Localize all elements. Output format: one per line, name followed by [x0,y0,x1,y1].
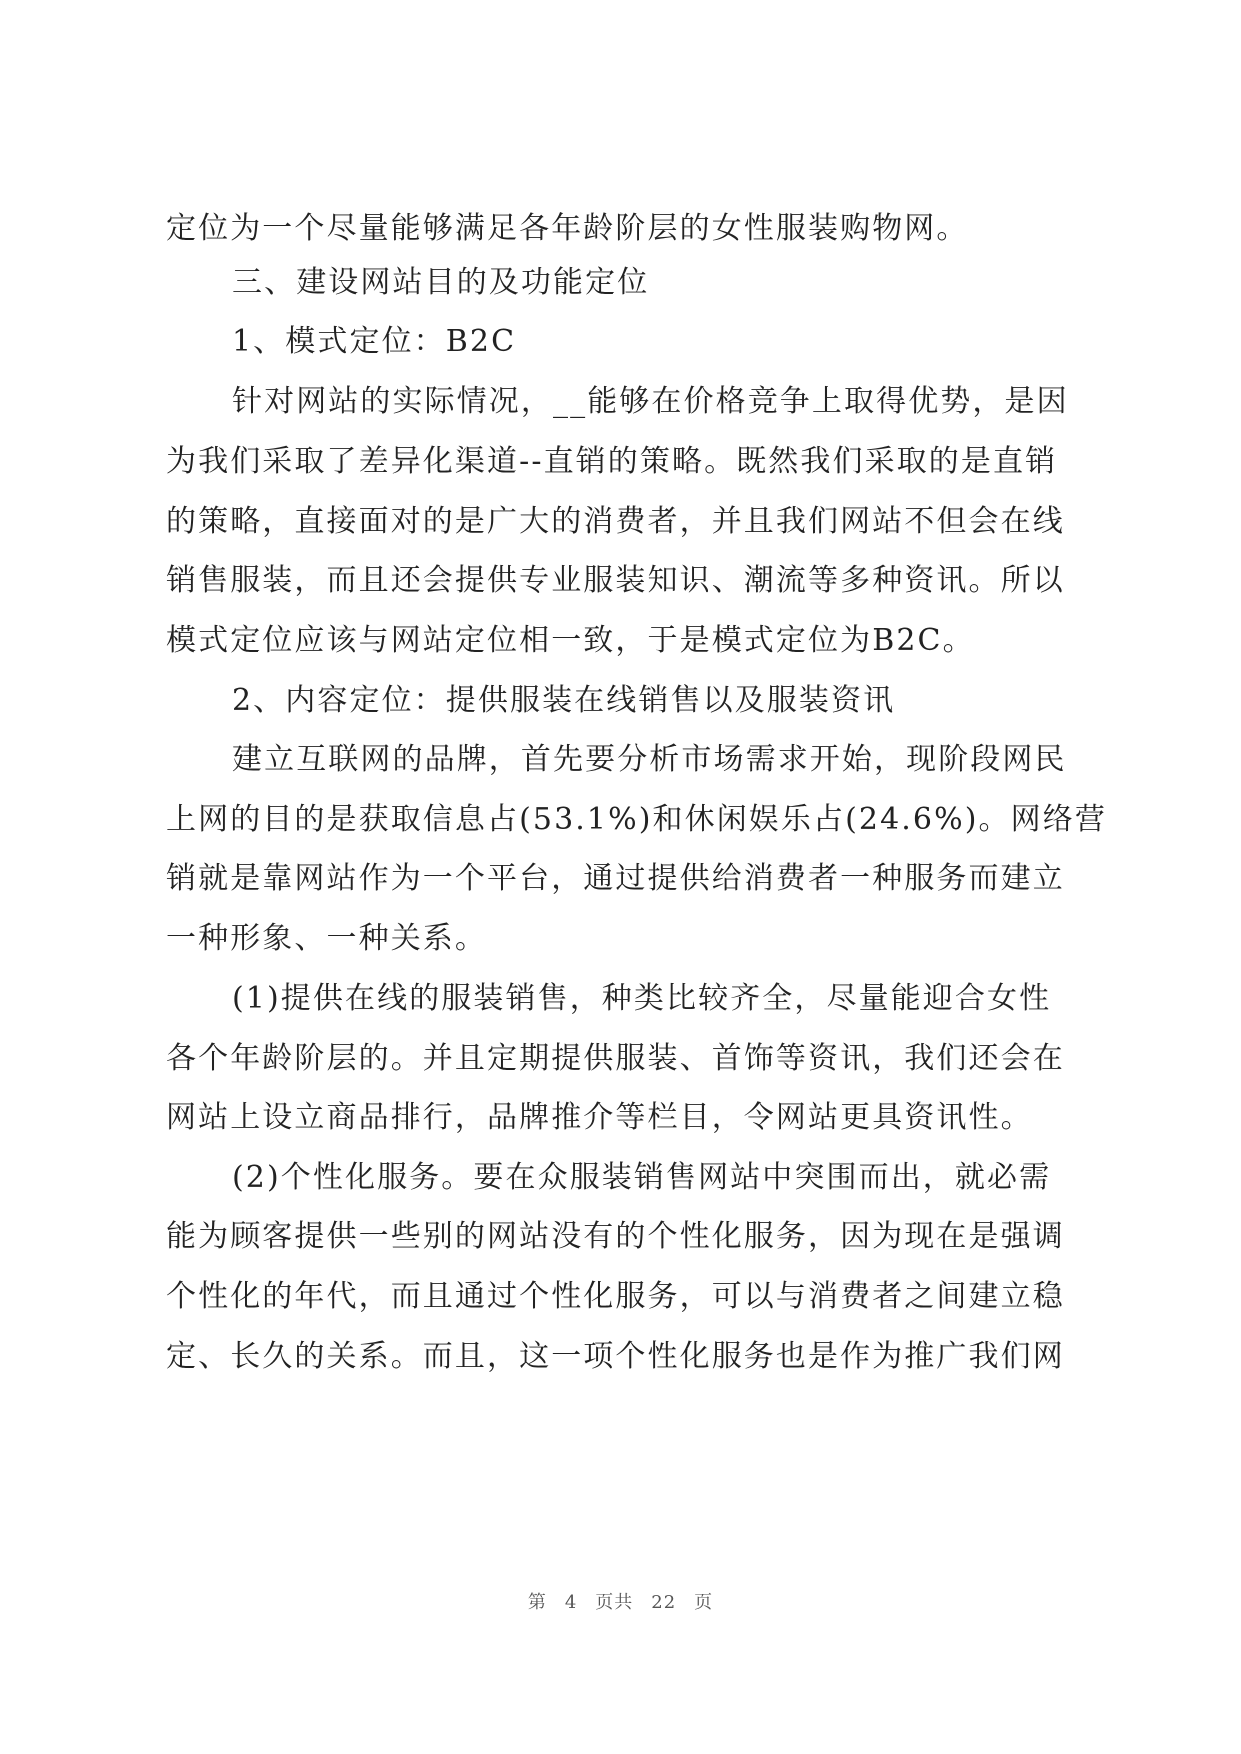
text-line: (2)个性化服务。要在众服装销售网站中突围而出，就必需 [232,1160,1052,1195]
text-line: 针对网站的实际情况，__能够在价格竞争上取得优势，是因 [232,384,1069,419]
text-line: (1)提供在线的服装销售，种类比较齐全，尽量能迎合女性 [232,981,1052,1016]
text-line: 的策略，直接面对的是广大的消费者，并且我们网站不但会在线 [166,504,1065,539]
section-heading: 三、建设网站目的及功能定位 [232,265,650,300]
subsection-heading: 2、内容定位：提供服装在线销售以及服装资讯 [232,683,896,718]
text-line: 能为顾客提供一些别的网站没有的个性化服务，因为现在是强调 [166,1219,1065,1254]
footer-middle: 页共 [595,1592,634,1613]
footer-suffix: 页 [694,1592,714,1613]
subsection-heading: 1、模式定位：B2C [232,324,517,359]
text-line: 销售服装，而且还会提供专业服装知识、潮流等多种资讯。所以 [166,563,1065,598]
text-line: 网站上设立商品排行，品牌推介等栏目，令网站更具资讯性。 [166,1100,1033,1135]
text-line: 销就是靠网站作为一个平台，通过提供给消费者一种服务而建立 [166,861,1065,896]
text-line: 各个年龄阶层的。并且定期提供服装、首饰等资讯，我们还会在 [166,1041,1065,1076]
text-line: 模式定位应该与网站定位相一致，于是模式定位为B2C。 [166,623,975,658]
footer-prefix: 第 [527,1592,547,1613]
text-line: 为我们采取了差异化渠道--直销的策略。既然我们采取的是直销 [166,444,1058,479]
text-line: 建立互联网的品牌，首先要分析市场需求开始，现阶段网民 [232,742,1067,777]
footer-total-pages: 22 [651,1592,677,1613]
text-line: 定位为一个尽量能够满足各年龄阶层的女性服装购物网。 [166,211,969,246]
text-line: 上网的目的是获取信息占(53.1%)和休闲娱乐占(24.6%)。网络营 [166,802,1107,837]
page-footer [0,1588,1241,1614]
text-line: 个性化的年代，而且通过个性化服务，可以与消费者之间建立稳 [166,1279,1065,1314]
text-line: 一种形象、一种关系。 [166,921,487,956]
text-line: 定、长久的关系。而且，这一项个性化服务也是作为推广我们网 [166,1339,1065,1374]
footer-page-number: 4 [564,1592,578,1613]
